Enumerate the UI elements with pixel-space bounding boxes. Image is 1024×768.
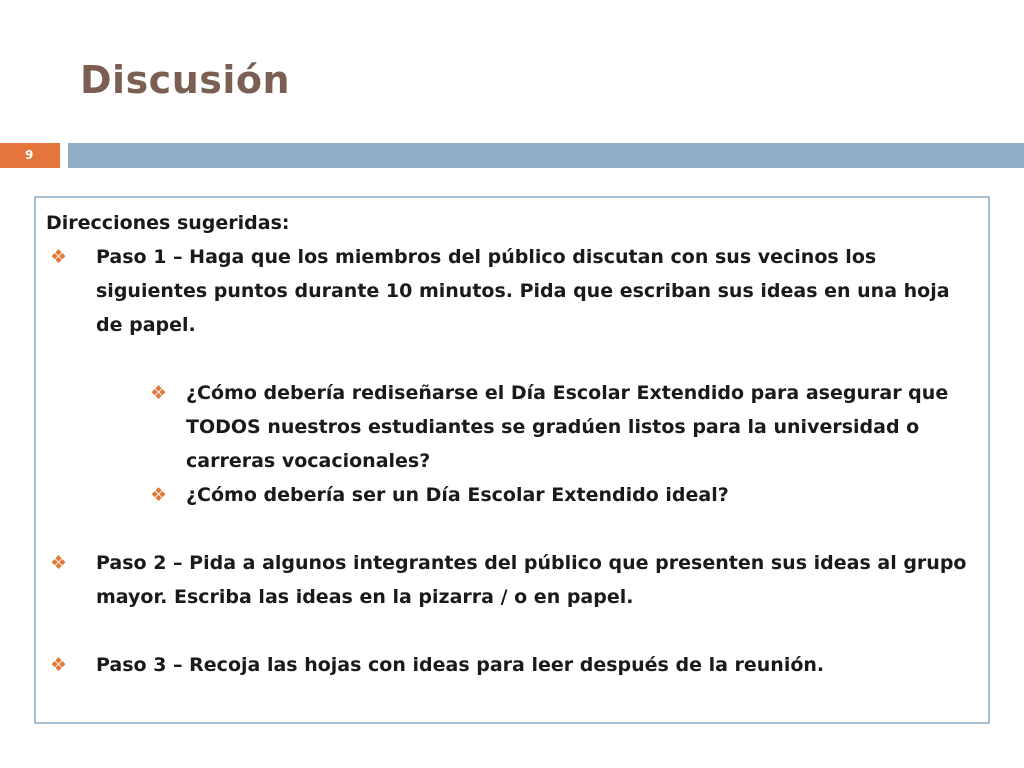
step-text: Paso 1 – Haga que los miembros del público discutan con sus vecinos los siguientes puntos durante 10 minutos. Pida que escriban sus ideas en una hoja de papel. [96, 246, 950, 336]
page-number: 9 [0, 143, 60, 168]
diamond-bullet-icon: ❖ [150, 484, 168, 506]
spacer [46, 614, 978, 648]
sub-list [46, 376, 978, 512]
slide-title: Discusión [80, 58, 291, 102]
accent-bar [68, 143, 1024, 168]
diamond-bullet-icon: ❖ [50, 246, 68, 268]
header-bar [0, 143, 1024, 168]
step-item [46, 546, 978, 614]
spacer [46, 512, 978, 546]
sub-item [46, 478, 978, 512]
diamond-bullet-icon: ❖ [50, 552, 68, 574]
sub-item [46, 376, 978, 478]
sub-item-text: ¿Cómo debería ser un Día Escolar Extendido ideal? [186, 484, 729, 506]
diamond-bullet-icon: ❖ [50, 654, 68, 676]
diamond-bullet-icon: ❖ [150, 382, 168, 404]
content-box [34, 196, 990, 724]
step-item [46, 240, 978, 342]
directions-heading: Direcciones sugeridas: [46, 212, 290, 234]
step-item [46, 648, 978, 682]
step-text: Paso 2 – Pida a algunos integrantes del público que presenten sus ideas al grupo mayor. Escriba las ideas en la pizarra / o en papel. [96, 552, 967, 608]
sub-item-text: ¿Cómo debería rediseñarse el Día Escolar Extendido para asegurar que TODOS nuestros estudiantes se gradúen listos para la universidad o carreras vocacionales? [186, 382, 949, 472]
step-text: Paso 3 – Recoja las hojas con ideas para leer después de la reunión. [96, 654, 825, 676]
